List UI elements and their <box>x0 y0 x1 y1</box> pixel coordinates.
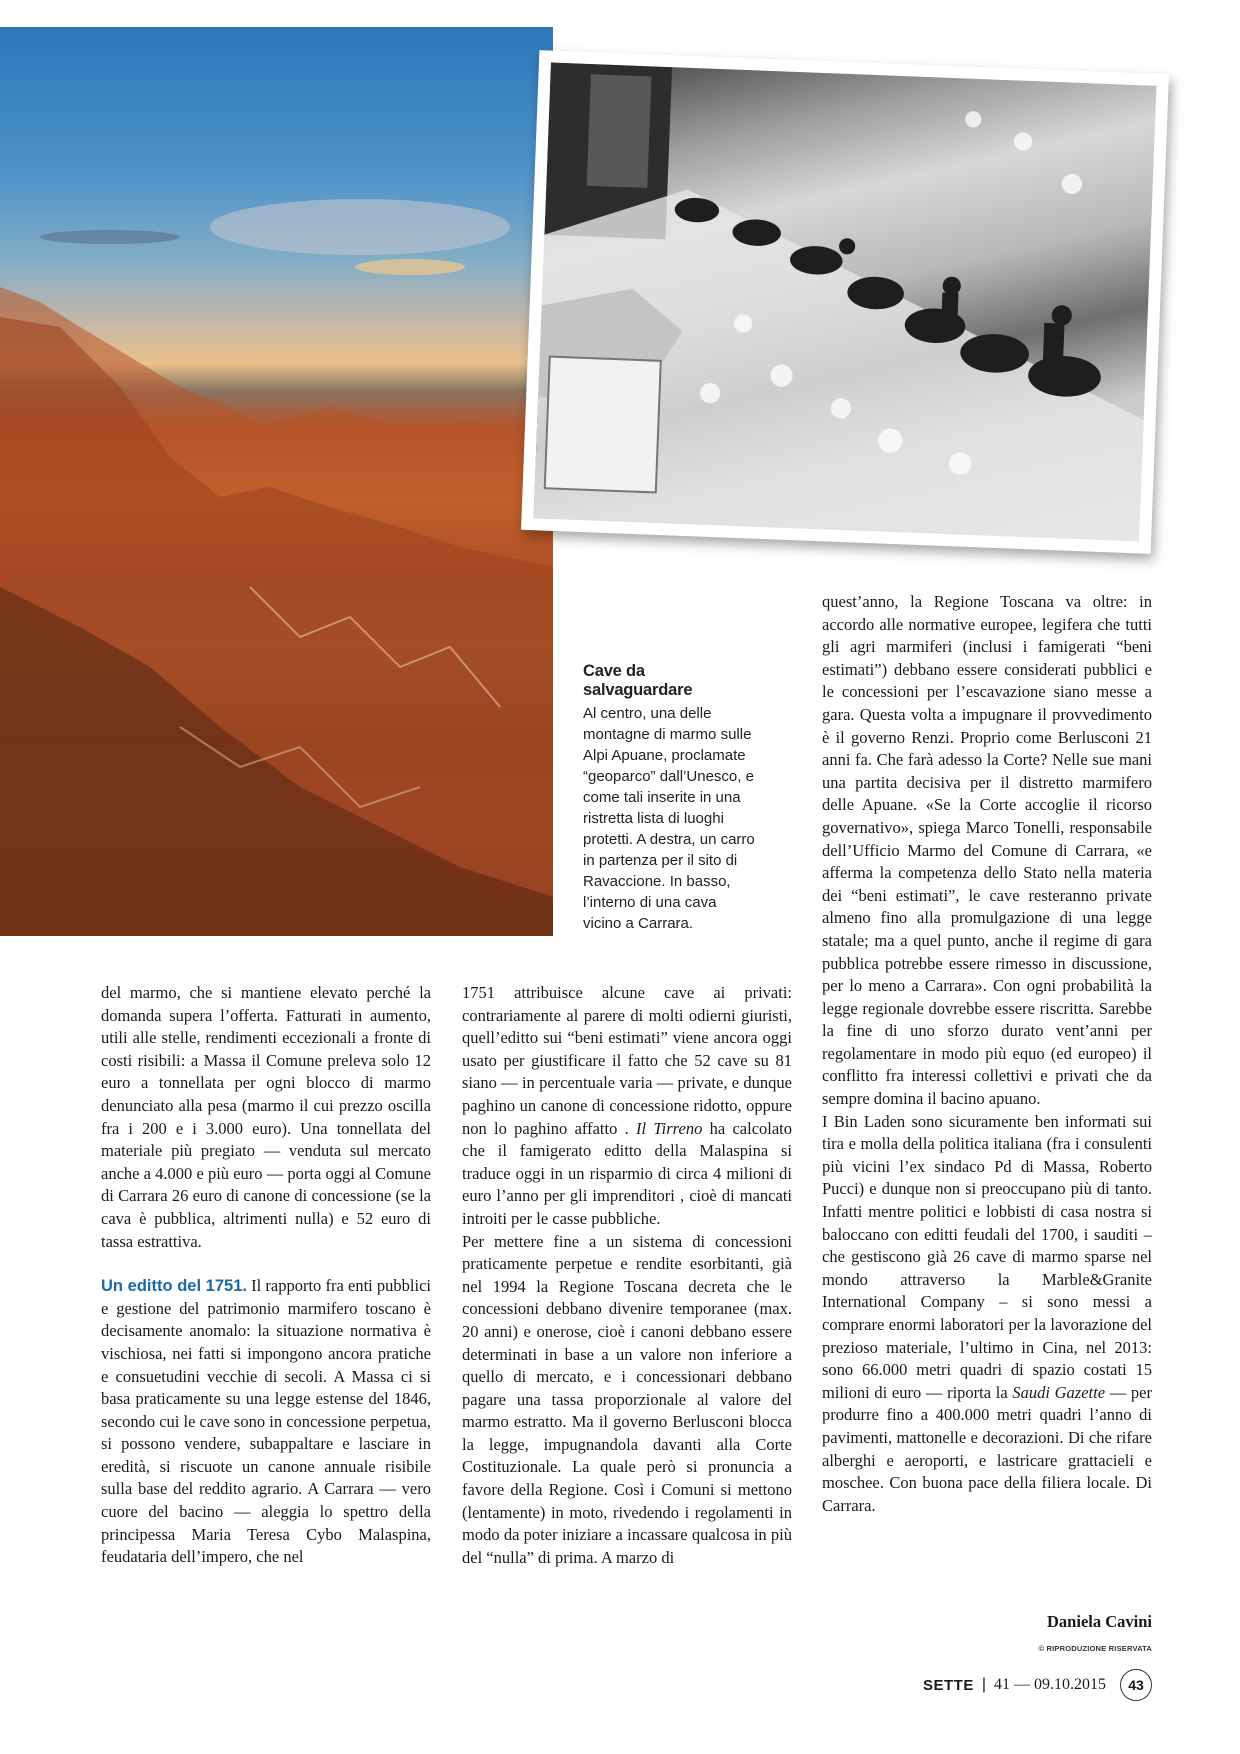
paragraph-text: — per produrre fino a 400.000 metri quadri l’anno di pavimenti, mattonelle e decorazioni. Di che rifare alberghi e aeroporti, e lastricare grattacieli e moschee. Con buona pace della filiera locale. Di Carrara. <box>822 1382 1152 1515</box>
author-byline: Daniela Cavini <box>1047 1612 1152 1631</box>
copyright-notice: © RIPRODUZIONE RISERVATA <box>1038 1644 1152 1653</box>
page-footer <box>923 1668 1152 1702</box>
article-column-1 <box>101 982 431 1569</box>
publication-name: Il Tirreno <box>636 1118 703 1138</box>
paragraph <box>101 1275 431 1569</box>
publication-name: Saudi Gazette <box>1012 1382 1106 1402</box>
caption-title: Cave da salvaguardare <box>583 662 693 699</box>
mountain-photo <box>0 27 553 936</box>
paragraph: quest’anno, la Regione Toscana va oltre: in accordo alle normative europee, legifera che tutti gli agri marmiferi (inclusi i famigerati “beni estimati”) debbano essere considerati pubblici e le concessioni per l’escavazione siano messe a gara. Questa volta a impugnare il provvedimento è il governo Renzi. Proprio come Berlusconi 21 anni fa. Che farà adesso la Corte? Nelle sue mani una partita decisiva per il distretto marmifero delle Apuane. «Se la Corte accoglie il ricorso governativo», spiega Marco Tonelli, responsabile dell’Ufficio Marmo del Comune di Carrara, «e afferma la competenza dello Stato nella materia dei “beni estimati”, le cave resteranno private almeno fino alla promulgazione di una legge statale; ma a quel punto, anche il regime di gara pubblica potrebbe essere rimesso in discussione, per lo meno a Carrara». Con ogni probabilità la legge regionale dovrebbe essere riscritta. Sarebbe la fine di uno sforzo durato vent’anni per regolamentare in modo più equo (ed europeo) il conflitto fra interessi collettivi e privati che da sempre domina il bacino apuano. <box>822 592 1152 1109</box>
article-column-2 <box>462 982 792 1569</box>
paragraph-text: 1751 attribuisce alcune cave ai privati: contrariamente al parere di molti odierni giuristi, quell’editto sui “beni estimati” viene ancora oggi usato per giustificare il fatto che 52 cave su 81 siano — in percentuale varia — private, e dunque paghino un canone di concessione ridotto, oppure non lo paghino affatto . <box>462 983 792 1138</box>
caption-body: Al centro, una delle montagne di marmo sulle Alpi Apuane, proclamate “geoparco” dall’Unesco, e come tali inserite in una ristretta lista di luoghi protetti. A destra, un carro in partenza per il sito di Ravaccione. In basso, l’interno di una cava vicino a Carrara. <box>583 705 755 932</box>
page-number: 43 <box>1120 1669 1152 1701</box>
paragraph: del marmo, che si mantiene elevato perché la domanda supera l’offerta. Fatturati in aumento, utili alle stelle, rendimenti eccezionali a fronte di costi risibili: a Massa il Comune preleva solo 12 euro a tonnellata per ogni blocco di marmo denunciato alla pesa (marmo il cui prezzo oscilla fra i 200 e i 3.000 euro). Una tonnellata del materiale più pregiato — venduta sul mercato anche a 4.000 e più euro — porta oggi al Comune di Carrara 26 euro di canone di concessione (se la cava è pubblica, altrimenti nulla) e 52 euro di tassa estrattiva. <box>101 983 431 1251</box>
issue-info: 41 — 09.10.2015 <box>994 1676 1106 1693</box>
paragraph-text: I Bin Laden sono sicuramente ben informati sui tira e molla della politica italiana (fra i consulenti più vicini l’ex sindaco Pd di Massa, Roberto Pucci) e dunque non si preoccupano più di tanto. Infatti mentre politici e lobbisti di casa nostra si baloccano con editti feudali del 1700, i sauditi – che gestiscono già 26 cave di marmo sparse nel mondo attraverso la Marble&Granite International Company – si sono messi a comprare enormi laboratori per la lavorazione del prezioso materiale, l’ultimo in Cina, nel 2013: sono 66.000 metri quadri di spazio costati 15 milioni di euro — riporta la <box>822 1111 1152 1402</box>
paragraph-text: ha calcolato che il famigerato editto della Malaspina si traduce oggi in un risparmio di circa 4 milioni di euro l’anno per gli imprenditori , cioè di mancati introiti per le casse pubbliche. <box>462 1118 793 1228</box>
photo-caption <box>583 662 758 934</box>
magazine-name: SETTE <box>923 1676 974 1694</box>
paragraph <box>822 1111 1152 1518</box>
footer-separator: | <box>981 1676 986 1693</box>
paragraph: Per mettere fine a un sistema di concessioni praticamente perpetue e rendite esorbitanti, già nel 1994 la Regione Toscana decreta che le concessioni debbano divenire temporanee (max. 20 anni) e onerose, cioè i canoni debbano essere determinati in base a un valore non inferiore a quello di mercato, e i concessionari debbano pagare una tassa proporzionale al valore del marmo estratto. Ma il governo Berlusconi blocca la legge, impugnandola davanti alla Corte Costituzionale. La quale però si pronuncia a favore della Regione. Così i Comuni si mettono (lentamente) in moto, rivedendo i regolamenti in modo da poter iniziare a incassare qualcosa in più del “nulla” di prima. A marzo di <box>462 1231 792 1567</box>
paragraph <box>462 982 792 1231</box>
article-column-3 <box>822 591 1152 1517</box>
quarry-cart-photo <box>521 50 1169 554</box>
paragraph-text: Il rapporto fra enti pubblici e gestione del patrimonio marmifero toscano è decisamente anomalo: la situazione normativa è vischiosa, nei fatti si impongono ancora pratiche e consuetudini vecchie di secoli. A Massa ci si basa praticamente su una legge estense del 1846, secondo cui le cave sono in concessione perpetua, si possono vendere, subappaltare e lasciare in eredità, si riscuote un canone annuale risibile sulla base del reddito agrario. A Carrara — vero cuore del bacino — aleggia lo spettro della principessa Maria Teresa Cybo Malaspina, feudataria dell’impero, che nel <box>101 1276 431 1567</box>
subhead: Un editto del 1751. <box>101 1277 247 1296</box>
